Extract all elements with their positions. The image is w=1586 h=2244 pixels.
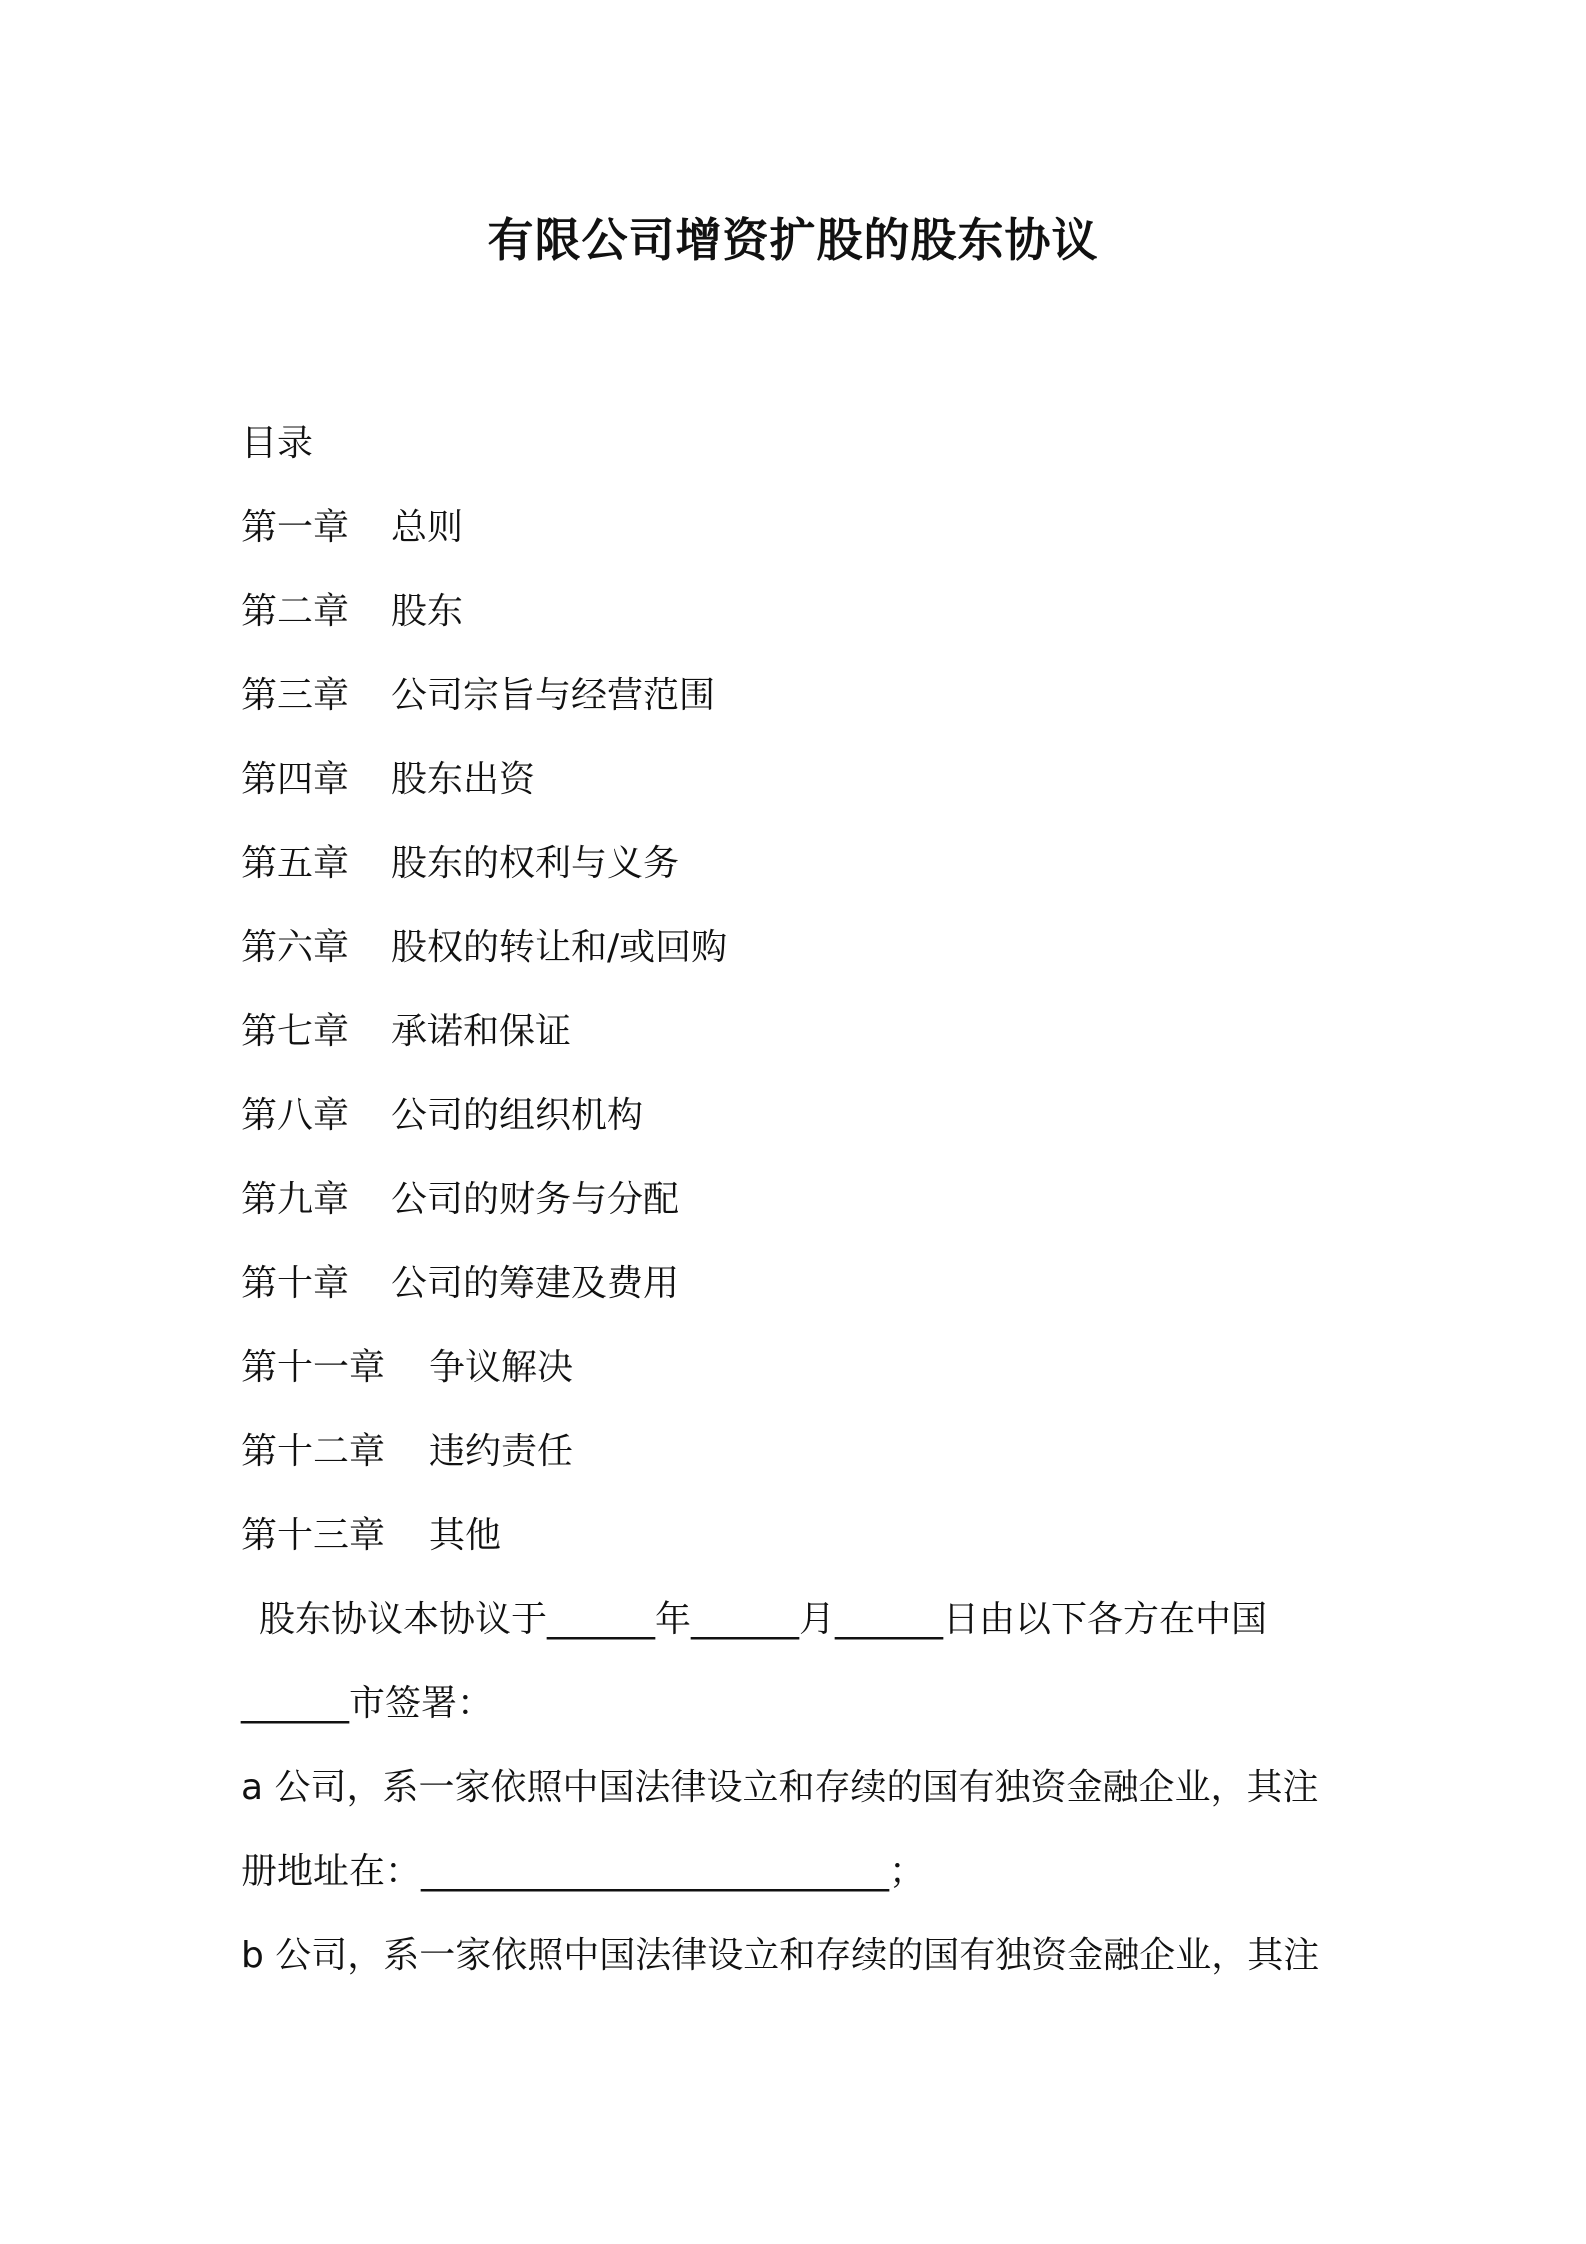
toc-item xyxy=(241,486,1361,570)
toc-item-title: 股东出资 xyxy=(391,759,536,800)
toc-item xyxy=(241,990,1361,1074)
toc-item-number: 第十一章 xyxy=(241,1347,386,1388)
toc-item-number: 第九章 xyxy=(241,1179,350,1220)
toc-item xyxy=(241,1494,1361,1578)
toc-item-number: 第六章 xyxy=(241,927,350,968)
toc-item-number: 第二章 xyxy=(241,591,350,632)
toc-item-number: 第八章 xyxy=(241,1095,350,1136)
toc-item-title: 公司的组织机构 xyxy=(391,1095,644,1136)
toc-item-title: 股权的转让和/或回购 xyxy=(391,927,728,968)
body-line: a 公司，系一家依照中国法律设立和存续的国有独资金融企业，其注 xyxy=(241,1767,1319,1808)
toc-item xyxy=(241,570,1361,654)
toc-item-title: 股东 xyxy=(391,591,464,632)
toc-item xyxy=(241,822,1361,906)
document-body xyxy=(241,402,1361,1998)
body-line: 册地址在：__________________________； xyxy=(241,1851,926,1892)
body-line: 股东协议本协议于______年______月______日由以下各方在中国 xyxy=(259,1599,1268,1640)
toc-item-title: 公司的财务与分配 xyxy=(391,1179,680,1220)
toc-item-title: 其他 xyxy=(429,1515,502,1556)
toc-item-number: 第四章 xyxy=(241,759,350,800)
toc-item-title: 违约责任 xyxy=(429,1431,574,1472)
toc-item xyxy=(241,1158,1361,1242)
toc-item-number: 第十章 xyxy=(241,1263,350,1304)
toc-item xyxy=(241,1074,1361,1158)
body-line: ______市签署： xyxy=(241,1683,494,1724)
toc-item xyxy=(241,1410,1361,1494)
toc-item-title: 公司的筹建及费用 xyxy=(391,1263,680,1304)
toc-item-title: 总则 xyxy=(391,507,464,548)
toc-item-title: 公司宗旨与经营范围 xyxy=(391,675,716,716)
toc-item-title: 承诺和保证 xyxy=(391,1011,572,1052)
toc-item-number: 第五章 xyxy=(241,843,350,884)
toc-item-number: 第一章 xyxy=(241,507,350,548)
toc-item-number: 第十二章 xyxy=(241,1431,386,1472)
body-line: b 公司，系一家依照中国法律设立和存续的国有独资金融企业，其注 xyxy=(241,1935,1320,1976)
toc-item-title: 争议解决 xyxy=(429,1347,574,1388)
toc-heading: 目录 xyxy=(241,423,314,464)
toc-item xyxy=(241,738,1361,822)
toc-item-number: 第七章 xyxy=(241,1011,350,1052)
toc-item-title: 股东的权利与义务 xyxy=(391,843,680,884)
document-title: 有限公司增资扩股的股东协议 xyxy=(487,213,1099,267)
toc-item-number: 第三章 xyxy=(241,675,350,716)
toc-item xyxy=(241,1326,1361,1410)
toc-item-number: 第十三章 xyxy=(241,1515,386,1556)
toc-item xyxy=(241,1242,1361,1326)
toc-item xyxy=(241,906,1361,990)
toc-item xyxy=(241,654,1361,738)
